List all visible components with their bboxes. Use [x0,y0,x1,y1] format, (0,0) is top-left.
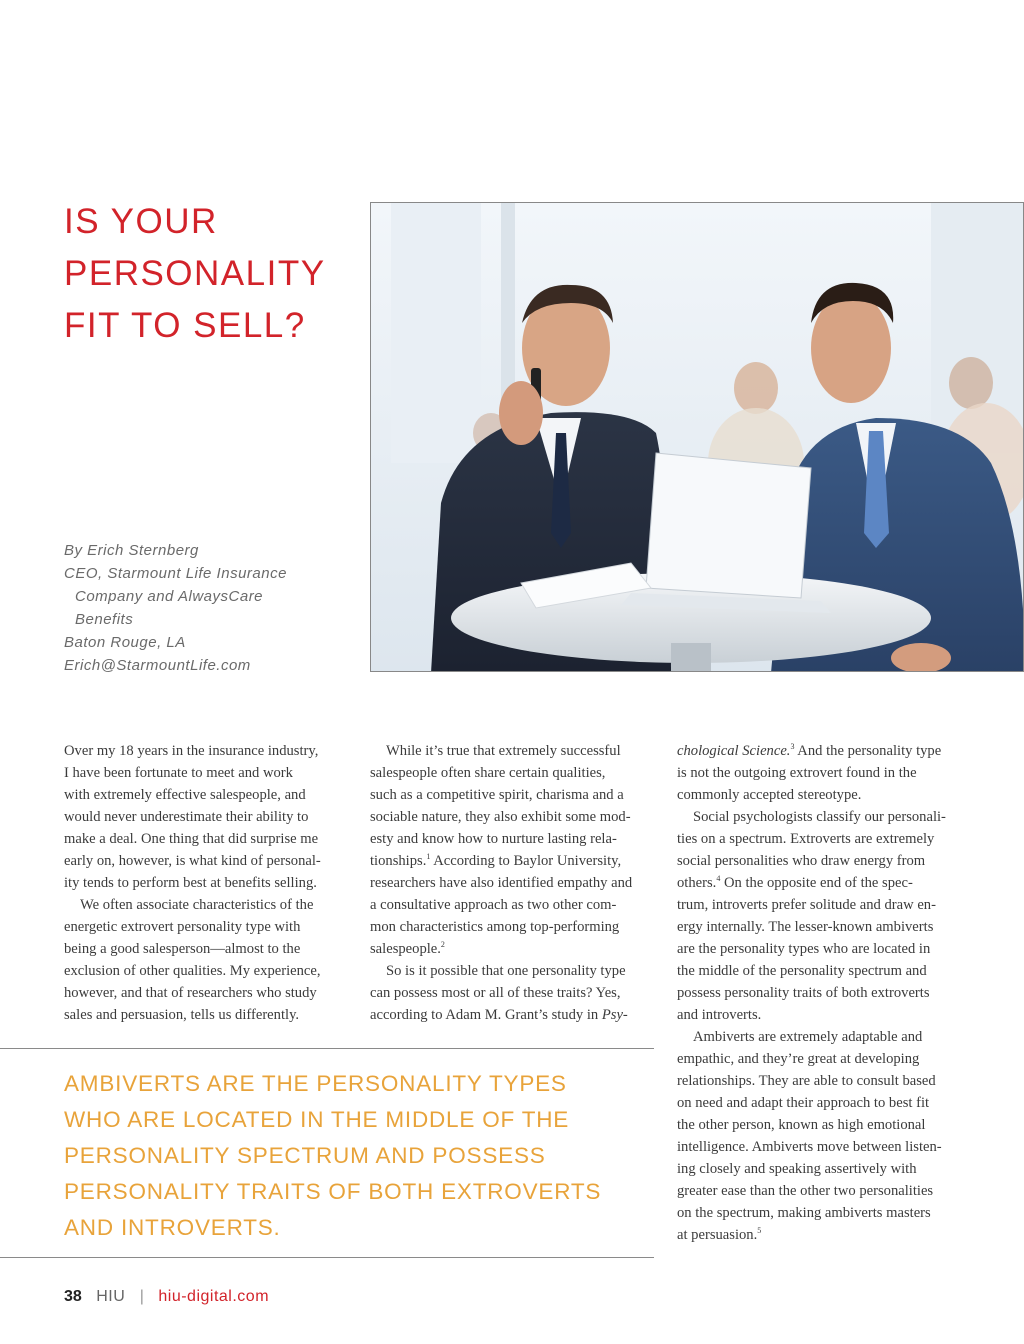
body-line: make a deal. One thing that did surprise me [64,831,319,847]
businessmen-photo-illustration [371,203,1024,672]
body-text: tionships. [370,853,427,869]
journal-name: chological Science. [677,743,791,759]
body-line: ergy internally. The lesser-known ambiverts [677,919,934,935]
pullquote-line: AND INTROVERTS. [64,1215,281,1240]
body-line: possess personality traits of both extroverts [677,985,930,1001]
article-photo [370,202,1024,672]
body-line: a consultative approach as two other com- [370,897,617,913]
body-line [370,938,654,960]
body-line: and introverts. [677,1007,762,1023]
title-line: PERSONALITY [64,254,326,293]
body-line: ing closely and speaking assertively with [677,1161,917,1177]
author-title: CEO, Starmount Life Insurance [64,565,287,582]
body-column-1 [64,740,348,1026]
body-line: social personalities who draw energy from [677,853,926,869]
footnote-ref: 2 [440,940,445,949]
body-line: Ambiverts are extremely adaptable and [693,1029,923,1045]
body-line: ity tends to perform best at benefits selling. [64,875,317,891]
body-line: ties on a spectrum. Extroverts are extremely [677,831,935,847]
body-line: energetic extrovert personality type with [64,919,301,935]
pullquote-bottom-divider [0,1257,654,1258]
body-line: the other person, known as high emotional [677,1117,926,1133]
body-line: Over my 18 years in the insurance industry, [64,743,319,759]
body-line: So is it possible that one personality type [386,963,626,979]
body-line: early on, however, is what kind of personal- [64,853,321,869]
pull-quote [64,1066,644,1246]
body-line: exclusion of other qualities. My experience, [64,963,321,979]
body-text: salespeople. [370,941,441,957]
pullquote-line: PERSONALITY TRAITS OF BOTH EXTROVERTS [64,1179,602,1204]
author-title-cont: Benefits [75,611,134,628]
pullquote-line: WHO ARE LOCATED IN THE MIDDLE OF THE [64,1107,570,1132]
footnote-ref: 3 [790,742,795,751]
body-line [677,872,967,894]
body-line [677,740,967,762]
body-line: commonly accepted stereotype. [677,787,862,803]
body-line: researchers have also identified empathy and [370,875,633,891]
page-number: 38 [64,1288,82,1305]
body-text: according to Adam M. Grant’s study in [370,1007,602,1023]
author-email: Erich@StarmountLife.com [64,657,251,674]
body-line: mon characteristics among top-performing [370,919,620,935]
body-line: I have been fortunate to meet and work [64,765,293,781]
body-line: We often associate characteristics of the [80,897,314,913]
author-byline [64,539,354,677]
body-line: being a good salesperson—almost to the [64,941,301,957]
website-link[interactable]: hiu-digital.com [158,1288,270,1305]
body-line: the middle of the personality spectrum and [677,963,927,979]
body-line: sociable nature, they also exhibit some mod- [370,809,631,825]
body-line: esty and know how to nurture lasting rela- [370,831,617,847]
body-line: intelligence. Ambiverts move between listen- [677,1139,942,1155]
body-line: can possess most or all of these traits? Yes, [370,985,621,1001]
body-line: is not the outgoing extrovert found in the [677,765,917,781]
author-title-cont: Company and AlwaysCare [75,588,264,605]
footnote-ref: 1 [426,852,431,861]
pullquote-top-divider [0,1048,654,1049]
journal-name: Psy- [601,1007,628,1023]
footnote-ref: 5 [757,1226,762,1235]
body-line [370,1004,654,1026]
body-text: And the personality type [794,743,942,759]
footer-separator: | [139,1288,144,1305]
body-line: on the spectrum, making ambiverts masters [677,1205,931,1221]
title-line: FIT TO SELL? [64,306,306,345]
body-line: empathic, and they’re great at developing [677,1051,920,1067]
body-line: trum, introverts prefer solitude and draw en- [677,897,936,913]
body-line: would never underestimate their ability to [64,809,309,825]
article-title [64,196,364,352]
body-line: While it’s true that extremely successful [386,743,621,759]
pullquote-line: PERSONALITY SPECTRUM AND POSSESS [64,1143,546,1168]
body-column-3 [677,740,967,1246]
body-line: on need and adapt their approach to best fit [677,1095,930,1111]
body-line: relationships. They are able to consult based [677,1073,936,1089]
body-line: sales and persuasion, tells us differently. [64,1007,300,1023]
body-line: with extremely effective salespeople, and [64,787,306,803]
footnote-ref: 4 [716,874,721,883]
body-line: Social psychologists classify our personali- [693,809,946,825]
body-line: greater ease than the other two personalities [677,1183,934,1199]
body-line: such as a competitive spirit, charisma and a [370,787,624,803]
page-footer [64,1288,269,1306]
publication-name: HIU [96,1288,126,1305]
body-column-2 [370,740,654,1026]
body-text: On the opposite end of the spec- [720,875,913,891]
body-line [677,1224,967,1246]
body-text: others. [677,875,717,891]
body-line: are the personality types who are located in [677,941,931,957]
pullquote-line: AMBIVERTS ARE THE PERSONALITY TYPES [64,1071,567,1096]
author-name: By Erich Sternberg [64,542,199,559]
title-line: IS YOUR [64,202,218,241]
body-line [370,850,654,872]
body-line: salespeople often share certain qualities, [370,765,606,781]
body-line: however, and that of researchers who study [64,985,317,1001]
body-text: According to Baylor University, [430,853,622,869]
author-location: Baton Rouge, LA [64,634,186,651]
body-text: at persuasion. [677,1227,758,1243]
